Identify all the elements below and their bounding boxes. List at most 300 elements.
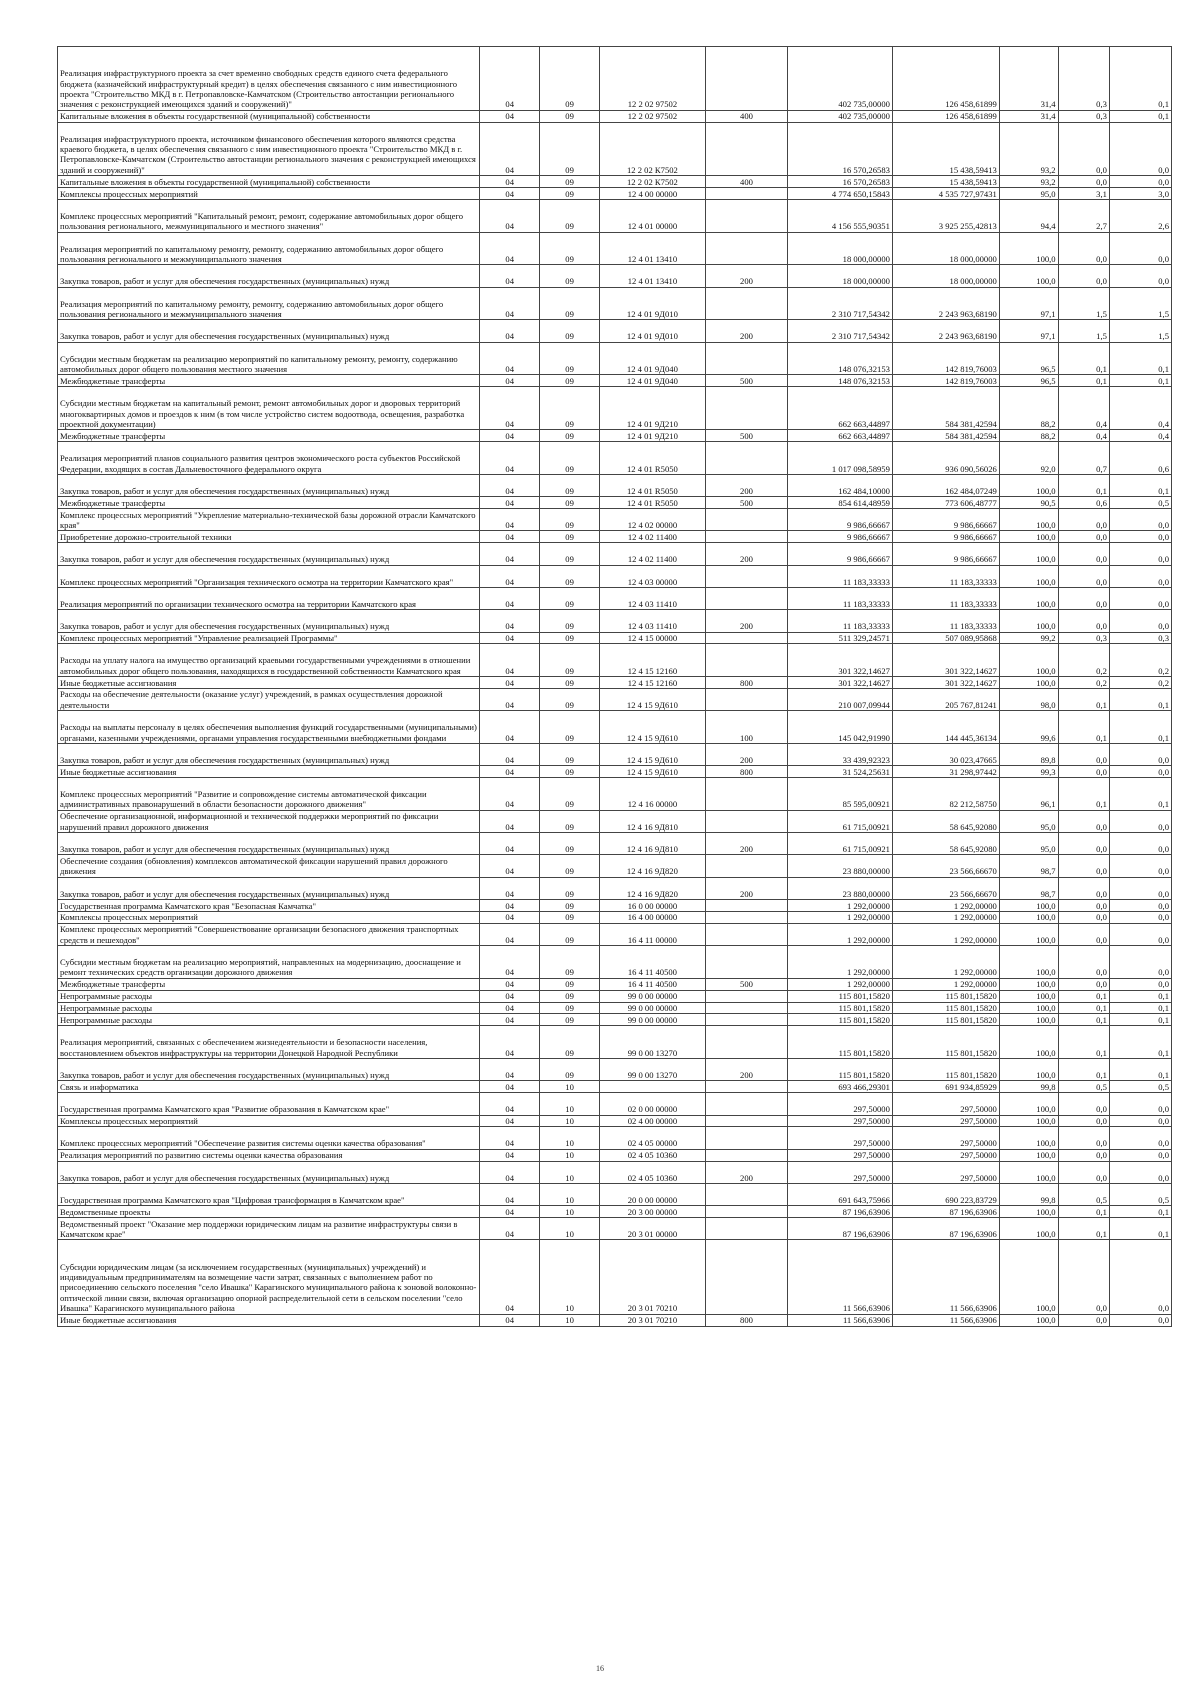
target-article-cell: 12 4 01 9Д040 bbox=[600, 342, 706, 375]
share-2-cell: 0,0 bbox=[1109, 900, 1171, 912]
plan-amount-cell: 11 183,33333 bbox=[788, 565, 893, 587]
section-cell: 04 bbox=[480, 1026, 540, 1059]
plan-amount-cell: 1 292,00000 bbox=[788, 911, 893, 923]
execution-percent-cell: 100,0 bbox=[999, 509, 1058, 531]
execution-percent-cell: 100,0 bbox=[999, 531, 1058, 543]
share-2-cell: 0,2 bbox=[1109, 644, 1171, 677]
share-1-cell: 0,0 bbox=[1058, 509, 1109, 531]
section-cell: 04 bbox=[480, 1240, 540, 1314]
actual-amount-cell: 18 000,00000 bbox=[892, 265, 999, 287]
row-name-cell: Субсидии местным бюджетам на капитальный ремонт, ремонт автомобильных дорог и дворовых территорий многоквартирных домов и проездов к ним (в том числе устройство систем водоотвода, освещения, разработка проектной документации) bbox=[58, 387, 480, 430]
section-cell: 04 bbox=[480, 778, 540, 811]
execution-percent-cell: 100,0 bbox=[999, 474, 1058, 496]
table-row bbox=[58, 711, 1172, 744]
expense-type-cell bbox=[705, 200, 787, 233]
actual-amount-cell: 11 183,33333 bbox=[892, 565, 999, 587]
share-1-cell: 0,1 bbox=[1058, 711, 1109, 744]
target-article-cell: 12 4 16 00000 bbox=[600, 778, 706, 811]
table-row bbox=[58, 610, 1172, 632]
execution-percent-cell: 100,0 bbox=[999, 1059, 1058, 1081]
subsection-cell: 09 bbox=[540, 610, 600, 632]
section-cell: 04 bbox=[480, 978, 540, 990]
plan-amount-cell: 301 322,14627 bbox=[788, 677, 893, 689]
section-cell: 04 bbox=[480, 833, 540, 855]
plan-amount-cell: 9 986,66667 bbox=[788, 543, 893, 565]
share-2-cell: 0,0 bbox=[1109, 766, 1171, 778]
share-1-cell: 0,0 bbox=[1058, 1149, 1109, 1161]
share-2-cell: 0,0 bbox=[1109, 1149, 1171, 1161]
table-row bbox=[58, 644, 1172, 677]
table-row bbox=[58, 232, 1172, 265]
share-1-cell: 0,0 bbox=[1058, 978, 1109, 990]
subsection-cell: 09 bbox=[540, 900, 600, 912]
row-name-cell: Иные бюджетные ассигнования bbox=[58, 1314, 480, 1326]
share-1-cell: 1,5 bbox=[1058, 287, 1109, 320]
target-article-cell: 02 0 00 00000 bbox=[600, 1093, 706, 1115]
share-1-cell: 0,1 bbox=[1058, 778, 1109, 811]
section-cell: 04 bbox=[480, 342, 540, 375]
table-row bbox=[58, 1026, 1172, 1059]
subsection-cell: 10 bbox=[540, 1240, 600, 1314]
actual-amount-cell: 301 322,14627 bbox=[892, 677, 999, 689]
share-1-cell: 0,1 bbox=[1058, 990, 1109, 1002]
execution-percent-cell: 100,0 bbox=[999, 1240, 1058, 1314]
target-article-cell: 12 4 16 9Д810 bbox=[600, 810, 706, 832]
share-1-cell: 0,0 bbox=[1058, 543, 1109, 565]
subsection-cell: 09 bbox=[540, 978, 600, 990]
row-name-cell: Субсидии юридическим лицам (за исключением государственных (муниципальных) учреждений) и индивидуальным предпринимателям на возмещение части затрат, связанных с выполнением работ по присоединению сельского поселения "село Ивашка" Карагинского муниципального района к зоновой волоконно-оптической линии связи, включая организацию опорной распределительной сети в сельском поселении "село Ивашка" Карагинского муниципального района bbox=[58, 1240, 480, 1314]
share-1-cell: 0,3 bbox=[1058, 110, 1109, 122]
table-row bbox=[58, 1002, 1172, 1014]
section-cell: 04 bbox=[480, 1093, 540, 1115]
expense-type-cell bbox=[705, 1081, 787, 1093]
share-2-cell: 0,0 bbox=[1109, 122, 1171, 176]
share-2-cell: 1,5 bbox=[1109, 320, 1171, 342]
share-2-cell: 0,1 bbox=[1109, 1014, 1171, 1026]
execution-percent-cell: 100,0 bbox=[999, 900, 1058, 912]
row-name-cell: Реализация мероприятий по капитальному ремонту, ремонту, содержанию автомобильных дорог общего пользования регионального и межмуниципального значения bbox=[58, 287, 480, 320]
section-cell: 04 bbox=[480, 810, 540, 832]
share-1-cell: 0,0 bbox=[1058, 911, 1109, 923]
execution-percent-cell: 97,1 bbox=[999, 287, 1058, 320]
expense-type-cell: 400 bbox=[705, 110, 787, 122]
actual-amount-cell: 2 243 963,68190 bbox=[892, 320, 999, 342]
row-name-cell: Закупка товаров, работ и услуг для обеспечения государственных (муниципальных) нужд bbox=[58, 1059, 480, 1081]
table-row bbox=[58, 923, 1172, 945]
actual-amount-cell: 691 934,85929 bbox=[892, 1081, 999, 1093]
section-cell: 04 bbox=[480, 287, 540, 320]
plan-amount-cell: 1 017 098,58959 bbox=[788, 442, 893, 475]
actual-amount-cell: 142 819,76003 bbox=[892, 342, 999, 375]
actual-amount-cell: 15 438,59413 bbox=[892, 122, 999, 176]
share-1-cell: 0,0 bbox=[1058, 923, 1109, 945]
share-2-cell: 0,0 bbox=[1109, 265, 1171, 287]
share-2-cell: 0,1 bbox=[1109, 342, 1171, 375]
execution-percent-cell: 95,0 bbox=[999, 833, 1058, 855]
execution-percent-cell: 100,0 bbox=[999, 946, 1058, 979]
share-1-cell: 0,0 bbox=[1058, 766, 1109, 778]
section-cell: 04 bbox=[480, 1218, 540, 1240]
plan-amount-cell: 18 000,00000 bbox=[788, 232, 893, 265]
section-cell: 04 bbox=[480, 265, 540, 287]
expense-type-cell bbox=[705, 1218, 787, 1240]
row-name-cell: Закупка товаров, работ и услуг для обеспечения государственных (муниципальных) нужд bbox=[58, 833, 480, 855]
share-2-cell: 0,0 bbox=[1109, 877, 1171, 899]
table-row bbox=[58, 833, 1172, 855]
expense-type-cell bbox=[705, 1115, 787, 1127]
row-name-cell: Комплексы процессных мероприятий bbox=[58, 911, 480, 923]
table-row bbox=[58, 200, 1172, 233]
subsection-cell: 09 bbox=[540, 1026, 600, 1059]
target-article-cell: 12 4 02 00000 bbox=[600, 509, 706, 531]
row-name-cell: Капитальные вложения в объекты государственной (муниципальной) собственности bbox=[58, 110, 480, 122]
share-2-cell: 0,0 bbox=[1109, 1115, 1171, 1127]
section-cell: 04 bbox=[480, 911, 540, 923]
actual-amount-cell: 301 322,14627 bbox=[892, 644, 999, 677]
row-name-cell: Комплекс процессных мероприятий "Обеспечение развития системы оценки качества образования" bbox=[58, 1127, 480, 1149]
row-name-cell: Непрограммные расходы bbox=[58, 990, 480, 1002]
target-article-cell: 12 4 01 00000 bbox=[600, 200, 706, 233]
section-cell: 04 bbox=[480, 474, 540, 496]
target-article-cell: 12 4 01 R5050 bbox=[600, 474, 706, 496]
actual-amount-cell: 690 223,83729 bbox=[892, 1183, 999, 1205]
plan-amount-cell: 16 570,26583 bbox=[788, 176, 893, 188]
plan-amount-cell: 662 663,44897 bbox=[788, 387, 893, 430]
actual-amount-cell: 297,50000 bbox=[892, 1149, 999, 1161]
row-name-cell: Комплекс процессных мероприятий "Укрепление материально-технической базы дорожной отрасли Камчатского края" bbox=[58, 509, 480, 531]
actual-amount-cell: 297,50000 bbox=[892, 1127, 999, 1149]
table-row bbox=[58, 855, 1172, 877]
subsection-cell: 09 bbox=[540, 810, 600, 832]
target-article-cell: 12 4 15 9Д610 bbox=[600, 743, 706, 765]
target-article-cell: 16 4 00 00000 bbox=[600, 911, 706, 923]
share-2-cell: 0,6 bbox=[1109, 442, 1171, 475]
section-cell: 04 bbox=[480, 743, 540, 765]
expense-type-cell bbox=[705, 810, 787, 832]
section-cell: 04 bbox=[480, 497, 540, 509]
subsection-cell: 09 bbox=[540, 877, 600, 899]
target-article-cell: 12 4 01 9Д210 bbox=[600, 430, 706, 442]
execution-percent-cell: 98,7 bbox=[999, 855, 1058, 877]
share-1-cell: 0,0 bbox=[1058, 176, 1109, 188]
expense-type-cell: 200 bbox=[705, 543, 787, 565]
share-1-cell: 0,0 bbox=[1058, 531, 1109, 543]
row-name-cell: Ведомственные проекты bbox=[58, 1206, 480, 1218]
plan-amount-cell: 148 076,32153 bbox=[788, 375, 893, 387]
share-1-cell: 0,0 bbox=[1058, 810, 1109, 832]
section-cell: 04 bbox=[480, 644, 540, 677]
actual-amount-cell: 507 089,95868 bbox=[892, 632, 999, 644]
target-article-cell: 12 4 02 11400 bbox=[600, 531, 706, 543]
section-cell: 04 bbox=[480, 509, 540, 531]
execution-percent-cell: 100,0 bbox=[999, 923, 1058, 945]
plan-amount-cell: 854 614,48959 bbox=[788, 497, 893, 509]
table-row bbox=[58, 375, 1172, 387]
execution-percent-cell: 99,8 bbox=[999, 1081, 1058, 1093]
table-row bbox=[58, 387, 1172, 430]
share-1-cell: 0,1 bbox=[1058, 1218, 1109, 1240]
table-row bbox=[58, 778, 1172, 811]
expense-type-cell bbox=[705, 946, 787, 979]
target-article-cell bbox=[600, 1081, 706, 1093]
execution-percent-cell: 100,0 bbox=[999, 1002, 1058, 1014]
subsection-cell: 09 bbox=[540, 711, 600, 744]
section-cell: 04 bbox=[480, 1127, 540, 1149]
section-cell: 04 bbox=[480, 430, 540, 442]
section-cell: 04 bbox=[480, 877, 540, 899]
row-name-cell: Закупка товаров, работ и услуг для обеспечения государственных (муниципальных) нужд bbox=[58, 265, 480, 287]
table-row bbox=[58, 1014, 1172, 1026]
section-cell: 04 bbox=[480, 531, 540, 543]
plan-amount-cell: 693 466,29301 bbox=[788, 1081, 893, 1093]
execution-percent-cell: 95,0 bbox=[999, 810, 1058, 832]
subsection-cell: 09 bbox=[540, 1002, 600, 1014]
table-row bbox=[58, 543, 1172, 565]
section-cell: 04 bbox=[480, 188, 540, 200]
table-row bbox=[58, 509, 1172, 531]
target-article-cell: 12 4 15 9Д610 bbox=[600, 711, 706, 744]
section-cell: 04 bbox=[480, 855, 540, 877]
table-row bbox=[58, 1161, 1172, 1183]
plan-amount-cell: 9 986,66667 bbox=[788, 509, 893, 531]
actual-amount-cell: 9 986,66667 bbox=[892, 509, 999, 531]
actual-amount-cell: 87 196,63906 bbox=[892, 1218, 999, 1240]
row-name-cell: Капитальные вложения в объекты государственной (муниципальной) собственности bbox=[58, 176, 480, 188]
subsection-cell: 09 bbox=[540, 833, 600, 855]
subsection-cell: 09 bbox=[540, 1014, 600, 1026]
expense-type-cell bbox=[705, 232, 787, 265]
share-2-cell: 0,0 bbox=[1109, 1093, 1171, 1115]
share-2-cell: 0,0 bbox=[1109, 810, 1171, 832]
row-name-cell: Приобретение дорожно-строительной техники bbox=[58, 531, 480, 543]
plan-amount-cell: 162 484,10000 bbox=[788, 474, 893, 496]
share-1-cell: 0,0 bbox=[1058, 743, 1109, 765]
subsection-cell: 10 bbox=[540, 1314, 600, 1326]
share-2-cell: 1,5 bbox=[1109, 287, 1171, 320]
row-name-cell: Закупка товаров, работ и услуг для обеспечения государственных (муниципальных) нужд bbox=[58, 543, 480, 565]
execution-percent-cell: 98,0 bbox=[999, 689, 1058, 711]
share-2-cell: 0,5 bbox=[1109, 1183, 1171, 1205]
subsection-cell: 09 bbox=[540, 565, 600, 587]
actual-amount-cell: 23 566,66670 bbox=[892, 877, 999, 899]
share-1-cell: 0,0 bbox=[1058, 833, 1109, 855]
table-row bbox=[58, 911, 1172, 923]
plan-amount-cell: 61 715,00921 bbox=[788, 810, 893, 832]
plan-amount-cell: 662 663,44897 bbox=[788, 430, 893, 442]
table-row bbox=[58, 176, 1172, 188]
actual-amount-cell: 4 535 727,97431 bbox=[892, 188, 999, 200]
share-2-cell: 0,1 bbox=[1109, 474, 1171, 496]
share-2-cell: 0,0 bbox=[1109, 743, 1171, 765]
subsection-cell: 09 bbox=[540, 375, 600, 387]
section-cell: 04 bbox=[480, 587, 540, 609]
subsection-cell: 09 bbox=[540, 644, 600, 677]
target-article-cell: 02 4 05 10360 bbox=[600, 1161, 706, 1183]
table-row bbox=[58, 1081, 1172, 1093]
row-name-cell: Связь и информатика bbox=[58, 1081, 480, 1093]
table-row bbox=[58, 497, 1172, 509]
plan-amount-cell: 115 801,15820 bbox=[788, 1014, 893, 1026]
section-cell: 04 bbox=[480, 1161, 540, 1183]
section-cell: 04 bbox=[480, 632, 540, 644]
execution-percent-cell: 100,0 bbox=[999, 677, 1058, 689]
subsection-cell: 09 bbox=[540, 543, 600, 565]
section-cell: 04 bbox=[480, 122, 540, 176]
target-article-cell: 12 4 01 13410 bbox=[600, 265, 706, 287]
subsection-cell: 09 bbox=[540, 766, 600, 778]
execution-percent-cell: 100,0 bbox=[999, 1314, 1058, 1326]
target-article-cell: 12 4 15 9Д610 bbox=[600, 689, 706, 711]
expense-type-cell bbox=[705, 1002, 787, 1014]
actual-amount-cell: 15 438,59413 bbox=[892, 176, 999, 188]
execution-percent-cell: 31,4 bbox=[999, 47, 1058, 111]
share-1-cell: 0,0 bbox=[1058, 877, 1109, 899]
table-row bbox=[58, 877, 1172, 899]
expense-type-cell: 500 bbox=[705, 978, 787, 990]
expense-type-cell: 200 bbox=[705, 320, 787, 342]
row-name-cell: Закупка товаров, работ и услуг для обеспечения государственных (муниципальных) нужд bbox=[58, 610, 480, 632]
subsection-cell: 09 bbox=[540, 946, 600, 979]
share-2-cell: 0,1 bbox=[1109, 1026, 1171, 1059]
table-row bbox=[58, 47, 1172, 111]
expense-type-cell bbox=[705, 990, 787, 1002]
plan-amount-cell: 31 524,25631 bbox=[788, 766, 893, 778]
actual-amount-cell: 1 292,00000 bbox=[892, 923, 999, 945]
target-article-cell: 12 4 03 00000 bbox=[600, 565, 706, 587]
target-article-cell: 12 4 15 12160 bbox=[600, 677, 706, 689]
share-1-cell: 0,1 bbox=[1058, 375, 1109, 387]
target-article-cell: 20 0 00 00000 bbox=[600, 1183, 706, 1205]
expense-type-cell bbox=[705, 778, 787, 811]
subsection-cell: 09 bbox=[540, 1059, 600, 1081]
table-row bbox=[58, 677, 1172, 689]
budget-table bbox=[57, 46, 1172, 1327]
execution-percent-cell: 100,0 bbox=[999, 1014, 1058, 1026]
execution-percent-cell: 100,0 bbox=[999, 644, 1058, 677]
execution-percent-cell: 100,0 bbox=[999, 1127, 1058, 1149]
section-cell: 04 bbox=[480, 923, 540, 945]
section-cell: 04 bbox=[480, 1314, 540, 1326]
table-row bbox=[58, 1059, 1172, 1081]
subsection-cell: 09 bbox=[540, 200, 600, 233]
expense-type-cell bbox=[705, 923, 787, 945]
section-cell: 04 bbox=[480, 1115, 540, 1127]
expense-type-cell: 200 bbox=[705, 610, 787, 632]
table-row bbox=[58, 1115, 1172, 1127]
expense-type-cell bbox=[705, 900, 787, 912]
plan-amount-cell: 16 570,26583 bbox=[788, 122, 893, 176]
row-name-cell: Межбюджетные трансферты bbox=[58, 978, 480, 990]
plan-amount-cell: 115 801,15820 bbox=[788, 1002, 893, 1014]
plan-amount-cell: 23 880,00000 bbox=[788, 877, 893, 899]
execution-percent-cell: 90,5 bbox=[999, 497, 1058, 509]
execution-percent-cell: 92,0 bbox=[999, 442, 1058, 475]
plan-amount-cell: 145 042,91990 bbox=[788, 711, 893, 744]
row-name-cell: Реализация мероприятий планов социального развития центров экономического роста субъектов Российской Федерации, входящих в состав Дальневосточного федерального округа bbox=[58, 442, 480, 475]
target-article-cell: 12 4 00 00000 bbox=[600, 188, 706, 200]
expense-type-cell bbox=[705, 509, 787, 531]
section-cell: 04 bbox=[480, 110, 540, 122]
expense-type-cell bbox=[705, 1183, 787, 1205]
plan-amount-cell: 11 183,33333 bbox=[788, 587, 893, 609]
actual-amount-cell: 58 645,92080 bbox=[892, 810, 999, 832]
target-article-cell: 12 4 01 R5050 bbox=[600, 442, 706, 475]
expense-type-cell bbox=[705, 387, 787, 430]
actual-amount-cell: 115 801,15820 bbox=[892, 1026, 999, 1059]
subsection-cell: 09 bbox=[540, 265, 600, 287]
actual-amount-cell: 584 381,42594 bbox=[892, 387, 999, 430]
section-cell: 04 bbox=[480, 1149, 540, 1161]
row-name-cell: Реализация инфраструктурного проекта за счет временно свободных средств единого счета федерального бюджета (казначейский инфраструктурный кредит) в целях обеспечения связанного с ним инвестиционного проекта "Строительство МКД в г. Петропавловске-Камчатском (Строительство автостанции регионального значения с реконструкцией имеющихся зданий и сооружений)" bbox=[58, 47, 480, 111]
execution-percent-cell: 88,2 bbox=[999, 387, 1058, 430]
table-body bbox=[58, 47, 1172, 1327]
section-cell: 04 bbox=[480, 232, 540, 265]
execution-percent-cell: 100,0 bbox=[999, 1026, 1058, 1059]
table-row bbox=[58, 766, 1172, 778]
expense-type-cell: 500 bbox=[705, 430, 787, 442]
share-1-cell: 0,4 bbox=[1058, 387, 1109, 430]
subsection-cell: 09 bbox=[540, 188, 600, 200]
actual-amount-cell: 23 566,66670 bbox=[892, 855, 999, 877]
table-row bbox=[58, 1314, 1172, 1326]
share-2-cell: 0,1 bbox=[1109, 1218, 1171, 1240]
row-name-cell: Государственная программа Камчатского края "Развитие образования в Камчатском крае" bbox=[58, 1093, 480, 1115]
execution-percent-cell: 94,4 bbox=[999, 200, 1058, 233]
execution-percent-cell: 99,8 bbox=[999, 1183, 1058, 1205]
subsection-cell: 09 bbox=[540, 342, 600, 375]
share-2-cell: 0,4 bbox=[1109, 430, 1171, 442]
expense-type-cell bbox=[705, 287, 787, 320]
expense-type-cell bbox=[705, 47, 787, 111]
expense-type-cell: 800 bbox=[705, 677, 787, 689]
expense-type-cell bbox=[705, 1240, 787, 1314]
share-2-cell: 0,1 bbox=[1109, 1059, 1171, 1081]
actual-amount-cell: 115 801,15820 bbox=[892, 1014, 999, 1026]
share-1-cell: 0,2 bbox=[1058, 677, 1109, 689]
subsection-cell: 10 bbox=[540, 1115, 600, 1127]
actual-amount-cell: 1 292,00000 bbox=[892, 946, 999, 979]
actual-amount-cell: 1 292,00000 bbox=[892, 978, 999, 990]
share-2-cell: 0,0 bbox=[1109, 531, 1171, 543]
expense-type-cell bbox=[705, 1026, 787, 1059]
target-article-cell: 12 4 01 9Д040 bbox=[600, 375, 706, 387]
share-1-cell: 0,0 bbox=[1058, 265, 1109, 287]
share-2-cell: 0,0 bbox=[1109, 232, 1171, 265]
row-name-cell: Обеспечение создания (обновления) комплексов автоматической фиксации нарушений правил дорожного движения bbox=[58, 855, 480, 877]
plan-amount-cell: 115 801,15820 bbox=[788, 990, 893, 1002]
share-1-cell: 0,0 bbox=[1058, 1314, 1109, 1326]
subsection-cell: 10 bbox=[540, 1161, 600, 1183]
actual-amount-cell: 936 090,56026 bbox=[892, 442, 999, 475]
expense-type-cell bbox=[705, 122, 787, 176]
share-2-cell: 0,0 bbox=[1109, 978, 1171, 990]
table-row bbox=[58, 1218, 1172, 1240]
plan-amount-cell: 11 566,63906 bbox=[788, 1314, 893, 1326]
section-cell: 04 bbox=[480, 946, 540, 979]
share-2-cell: 0,4 bbox=[1109, 387, 1171, 430]
plan-amount-cell: 148 076,32153 bbox=[788, 342, 893, 375]
share-2-cell: 0,1 bbox=[1109, 110, 1171, 122]
target-article-cell: 12 4 16 9Д810 bbox=[600, 833, 706, 855]
target-article-cell: 12 4 15 9Д610 bbox=[600, 766, 706, 778]
subsection-cell: 09 bbox=[540, 232, 600, 265]
execution-percent-cell: 98,7 bbox=[999, 877, 1058, 899]
expense-type-cell bbox=[705, 565, 787, 587]
expense-type-cell: 800 bbox=[705, 1314, 787, 1326]
target-article-cell: 12 4 01 R5050 bbox=[600, 497, 706, 509]
plan-amount-cell: 9 986,66667 bbox=[788, 531, 893, 543]
share-1-cell: 0,1 bbox=[1058, 474, 1109, 496]
